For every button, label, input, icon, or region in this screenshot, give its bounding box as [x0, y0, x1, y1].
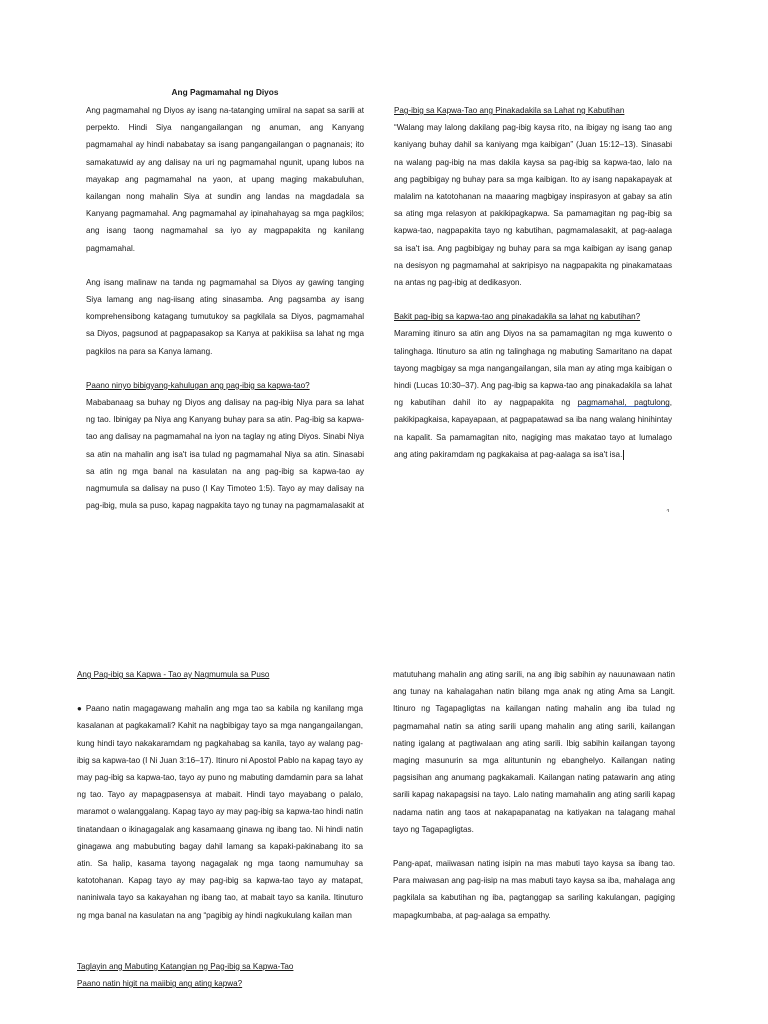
- section-heading: Ang Pag-ibig sa Kapwa - Tao ay Nagmumula sa Puso: [77, 670, 270, 679]
- paragraph: matutuhang mahalin ang ating sarili, na ang ibig sabihin ay nauunawaan natin ang tunay na kahalagahan natin bilang mga anak ng ating Ama sa Langit. Itinuro ng Tagapagligtas na kailangan nating mahalin ang iba tulad ng pagmamahal natin sa ating sarili upang mahalin ang ating sarili, kailangan nating igalang at pagtiwalaan ang ating sarili. Ibig sabihin kailangan tayong maging masunurin sa mga alituntunin ng ebanghelyo. Kailangan nating pagsisihan ang anumang pagkakamali. Kailangan nating patawarin ang ating sarili kapag nakapagsisi na tayo. Lalo nating mamahalin ang ating sarili kapag nadama natin ang taos at nakapapanatag na katiyakan na talagang mahal tayo ng Tagapagligtas.: [393, 670, 675, 834]
- section-heading: Taglayin ang Mabuting Katangian ng Pag-ibig sa Kapwa-Tao: [77, 961, 294, 971]
- highlighted-text: pagmamahal, pagtulong: [577, 398, 670, 408]
- section-heading: Bakit pag-ibig sa kapwa-tao ang pinakadakila sa lahat ng kabutihan?: [394, 312, 641, 322]
- page1-right-column: [394, 102, 672, 463]
- page2-right-column: [393, 666, 675, 924]
- section-heading: Paano natin higit na maiibig ang ating kapwa?: [77, 979, 243, 989]
- paragraph: [394, 325, 672, 463]
- paragraph: Ang pagmamahal ng Diyos ay isang na-tatanging umiiral na sapat sa sarili at perpekto. Hindi Siya nangangailangan ng anuman, ang Kanyang pagmamahal ay hindi nababatay sa isang pangangailangan o pagnanais; ito samakatuwid ay ang dalisay na uri ng pagmamahal ngunit, upang lubos na mayakap ang pagmamahal na yaon, at upang maging makabuluhan, kailangan nong mahalin Siya at sundin ang landas na magdadala sa Kanyang pagmamahal. Ang pagmamahal ay ipinahahayag sa mga pagkilos; ang isang taong nagmamahal sa iyo ay magpapakita ng kanilang pagmamahal.: [86, 106, 364, 253]
- paragraph-text: , pakikipagkaisa, kapayapaan, at pagpapatawad sa iba nang walang hinihintay na kapalit. Sa pamamagitan nito, nagiging mas makatao tayo at lumalago ang ating pakiramdam ng pagkakaisa at pag-aalaga sa isa't isa.: [394, 398, 672, 459]
- paragraph: “Walang may lalong dakilang pag-ibig kaysa rito, na ibigay ng isang tao ang kaniyang buhay dahil sa kaniyang mga kaibigan” (Juan 15:12–13). Sinasabi na walang pag-ibig na mas dakila kaysa sa pag-ibig sa kapwa-tao, lalo na ang pagbibigay ng buhay para sa mga kaibigan. Ito ay isang napakapayak at malalim na katotohanan na maaaring magbigay inspirasyon at gabay sa atin sa ating mga relasyon at pakikipagkapwa. Sa pamamagitan ng pag-ibig sa kapwa-tao, nagpapakita tayo ng kabutihan, pagmamalasakit, at pag-aalaga sa isa't isa. Ang pagbibigay ng buhay para sa mga kaibigan ay isang ganap na desisyon ng pagmamahal at sakripisyo na nagpapakita ng pinakamataas na antas ng pag-ibig at dedikasyon.: [394, 123, 672, 288]
- text-cursor: [623, 450, 624, 460]
- section-heading: Paano ninyo bibigyang-kahulugan ang pag-ibig sa kapwa-tao?: [86, 380, 310, 390]
- paragraph: ● Paano natin magagawang mahalin ang mga tao sa kabila ng kanilang mga kasalanan at pagkakamali? Kahit na nagbibigay tayo sa mga nangangailangan, kung hindi tayo nakakaramdam ng pagkahabag sa kanila, tayo ay walang pag-ibig sa kapwa-tao (I Ni Juan 3:16–17). Itinuro ni Apostol Pablo na kapag tayo ay may pag-ibig sa kapwa-tao, tayo ay puno ng mabuting damdamin para sa lahat ng tao. Tayo ay mapagpasensya at mabait. Hindi tayo mayabang o palalo, maramot o walanggalang. Kapag tayo ay may pag-ibig sa kapwa-tao hindi natin tinatandaan o ikinagagalak ang kasamaang ginawa ng ibang tao. Ni hindi natin ginagawa ang mabubuting bagay dahil lamang sa kapaki-pakinabang ito sa atin. Sa halip, kasama tayong nagagalak ng mga taong namumuhay sa katotohanan. Kapag tayo ay may pag-ibig sa kapwa-tao tayo ay matapat, naniniwala tayo sa kakayahan ng ibang tao, at mabait tayo sa kanila. Itinuturo ng mga banal na kasulatan na ang “pagibig ay hindi nagkukulang kailan man: [77, 704, 363, 920]
- paragraph-text: Maraming itinuro sa atin ang Diyos na sa pamamagitan ng mga kuwento o talinghaga. Itinuturo sa atin ng talinghaga ng mabuting Samaritano na dapat tayong magbigay sa mga nangangailangan, sila man ay ating mga kaibigan o hindi (Lucas 10:30–37). Ang pag-ibig sa kapwa-tao ang pinakadakila sa lahat ng kabutihan dahil ito ay nagpapakita ng: [394, 329, 672, 408]
- section-heading: Pag-ibig sa Kapwa-Tao ang Pinakadakila sa Lahat ng Kabutihan: [394, 106, 625, 115]
- page-title: Ang Pagmamahal ng Diyos: [171, 87, 279, 97]
- paragraph: Pang-apat, maiiwasan nating isipin na mas mabuti tayo kaysa sa ibang tao. Para maiwasan ang pag-iisip na mas mabuti tayo kaysa sa iba, mahalaga ang pagkilala sa kabutihan ng iba, pagtanggap sa sariling kakulangan, pagiging mapagkumbaba, at pag-aalaga sa empathy.: [393, 859, 675, 920]
- page2-left-column: [77, 666, 363, 992]
- page1-left-column: [86, 85, 364, 532]
- document-page-2: [0, 512, 768, 1024]
- paragraph: Ang isang malinaw na tanda ng pagmamahal sa Diyos ay gawing tanging Siya lamang ang nag-iisang ating sinasamba. Ang pagsamba ay isang komprehensibong katagang tumutukoy sa pagkilala sa Diyos, pagmamahal sa Diyos, pagsunod at pagpapasakop sa Kanya at pakikiisa sa lahat ng mga pagkilos na para sa Kanya lamang.: [86, 277, 364, 356]
- paragraph: Mababanaag sa buhay ng Diyos ang dalisay na pag-ibig Niya para sa lahat ng tao. Ibinigay pa Niya ang Kanyang buhay para sa atin. Pag-ibig sa kapwa-tao ang dalisay na pagmamahal na iyon na taglay ng ating Diyos. Sinabi Niya sa atin na mahalin ang isa't isa tulad ng pagmamahal Niya sa atin. Sinasabi sa atin ng mga banal na kasulatan na ang pag-ibig sa kapwa-tao ay nagmumula sa dalisay na puso (I Kay Timoteo 1:5). Tayo ay may dalisay na pag-ibig, mula sa puso, kapag nagpakita tayo ng tunay na pagmamalasakit at: [86, 398, 364, 511]
